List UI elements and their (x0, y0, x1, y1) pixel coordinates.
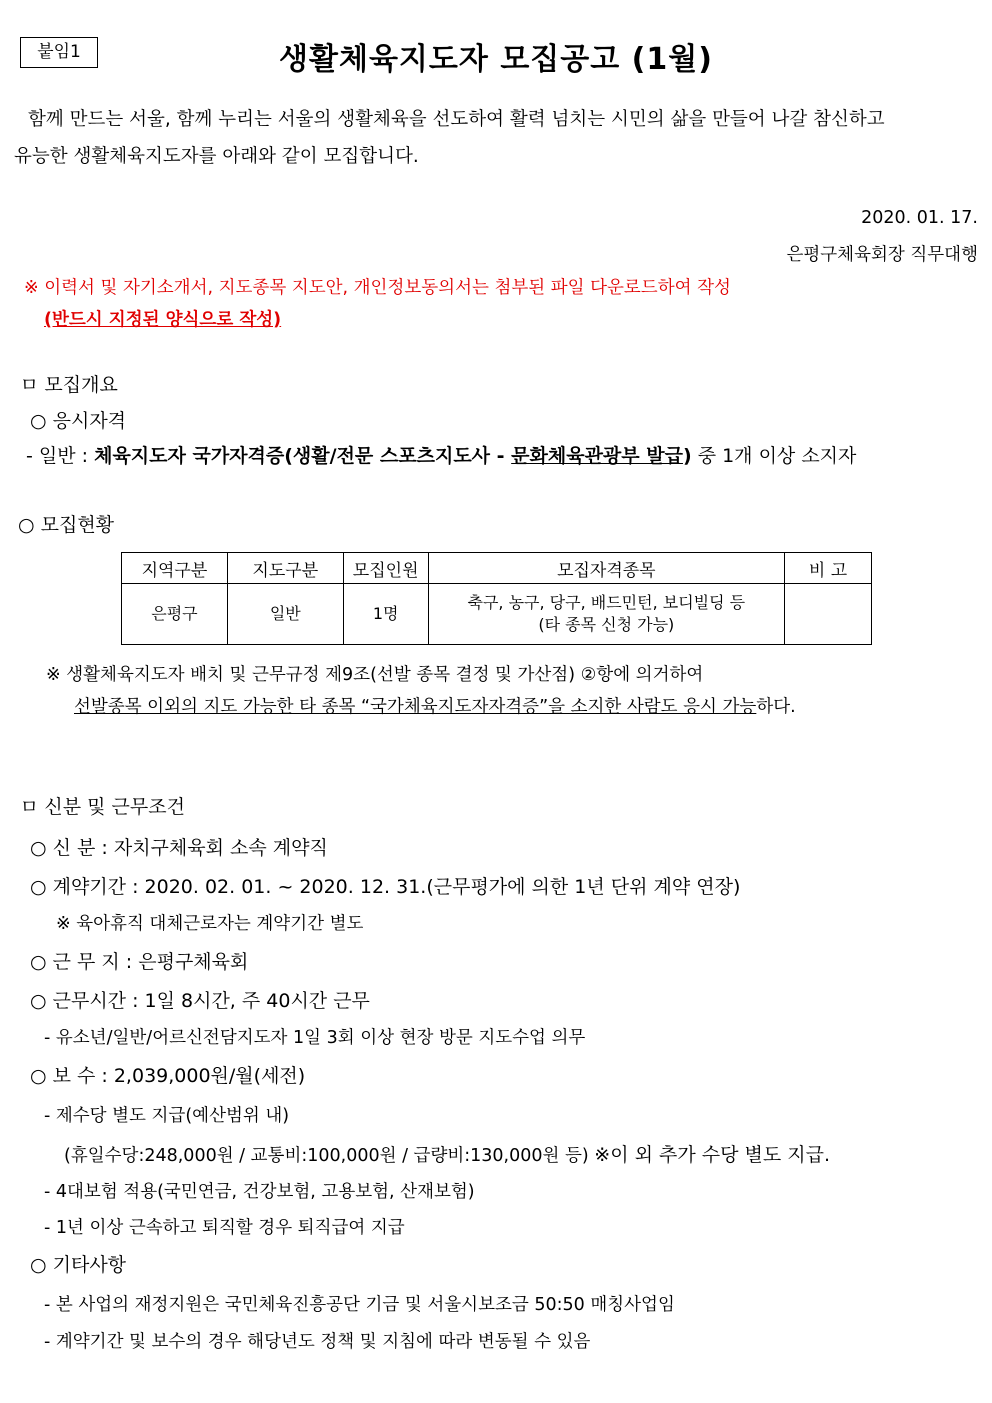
qual-bold-2: ) (682, 445, 692, 467)
header-type: 지도구분 (227, 553, 343, 584)
salary-note-4: - 1년 이상 근속하고 퇴직할 경우 퇴직급여 지급 (44, 1218, 405, 1238)
allowance-details: (휴일수당:248,000원 / 교통비:100,000원 / 급량비:130,000원 등) (64, 1146, 589, 1166)
table-header-row (122, 553, 872, 584)
conditions-heading: ㅁ 신분 및 근무조건 (20, 796, 185, 818)
salary-note-3: - 4대보험 적용(국민연금, 건강보험, 고용보험, 산재보험) (44, 1182, 475, 1202)
table-row (122, 584, 872, 645)
salary-note-2 (64, 1140, 830, 1167)
status-note-underlined: 선발종목 이외의 지도 가능한 타 종목 “국가체육지도자자격증”을 소지한 사람도 응시 가능 (74, 697, 757, 717)
sports-line-1: 축구, 농구, 당구, 배드민턴, 보디빌딩 등 (467, 593, 746, 612)
qual-bold-1: 체육지도자 국가자격증(생활/전문 스포츠지도사 - (94, 445, 512, 467)
cell-type: 일반 (227, 584, 343, 645)
qual-prefix: - 일반 : (26, 445, 95, 467)
cell-sports (428, 584, 784, 645)
contract-period: ○ 계약기간 : 2020. 02. 01. ~ 2020. 12. 31.(근무평가에 의한 1년 단위 계약 연장) (30, 876, 741, 898)
salary-note-1: - 제수당 별도 지급(예산범위 내) (44, 1106, 290, 1126)
cell-region: 은평구 (122, 584, 228, 645)
work-hours: ○ 근무시간 : 1일 8시간, 주 40시간 근무 (30, 990, 370, 1012)
cell-count: 1명 (343, 584, 428, 645)
etc-item-2: - 계약기간 및 보수의 경우 해당년도 정책 및 지침에 따라 변동될 수 있음 (44, 1332, 591, 1352)
issuer: 은평구체육회장 직무대행 (786, 245, 978, 265)
etc-item-1: - 본 사업의 재정지원은 국민체육진흥공단 기금 및 서울시보조금 50:50 매칭사업임 (44, 1295, 675, 1315)
intro-line-2: 유능한 생활체육지도자를 아래와 같이 모집합니다. (14, 146, 419, 167)
header-note: 비 고 (785, 553, 872, 584)
status-note-end: 하다. (756, 697, 796, 717)
extra-allowance-note: ※이 외 추가 수당 별도 지급. (594, 1144, 830, 1166)
intro-line-1: 함께 만드는 서울, 함께 누리는 서울의 생활체육을 선도하여 활력 넘치는 시민의 삶을 만들어 나갈 참신하고 (28, 109, 885, 130)
header-region: 지역구분 (122, 553, 228, 584)
qualification-heading: ○ 응시자격 (30, 410, 127, 432)
attachment-badge: 붙임1 (20, 37, 98, 68)
qualification-line (26, 441, 856, 468)
work-hours-note: - 유소년/일반/어르신전담지도자 1일 3회 이상 현장 방문 지도수업 의무 (44, 1028, 586, 1048)
etc-heading: ○ 기타사항 (30, 1254, 127, 1276)
qual-suffix: 중 1개 이상 소지자 (691, 445, 857, 467)
notice-date: 2020. 01. 17. (861, 208, 978, 228)
salary: ○ 보 수 : 2,039,000원/월(세전) (30, 1065, 306, 1087)
cell-note (785, 584, 872, 645)
form-notice: (반드시 지정된 양식으로 작성) (44, 310, 282, 330)
header-count: 모집인원 (343, 553, 428, 584)
header-sports: 모집자격종목 (428, 553, 784, 584)
overview-heading: ㅁ 모집개요 (20, 374, 118, 396)
status-note-line-2 (74, 693, 796, 718)
employment-status: ○ 신 분 : 자치구체육회 소속 계약직 (30, 837, 328, 859)
contract-period-note: ※ 육아휴직 대체근로자는 계약기간 별도 (56, 914, 364, 934)
status-heading: ○ 모집현황 (18, 514, 115, 536)
work-location: ○ 근 무 지 : 은평구체육회 (30, 951, 249, 973)
page-title: 생활체육지도자 모집공고 (1월) (279, 42, 713, 77)
attachment-notice: ※ 이력서 및 자기소개서, 지도종목 지도안, 개인정보동의서는 첨부된 파일 다운로드하여 작성 (24, 278, 731, 298)
qual-issuer: 문화체육관광부 발급 (511, 445, 683, 467)
sports-line-2: (타 종목 신청 가능) (538, 615, 675, 634)
status-note-line-1: ※ 생활체육지도자 배치 및 근무규정 제9조(선발 종목 결정 및 가산점) ②항에 의거하여 (46, 665, 704, 685)
recruitment-table (121, 552, 872, 645)
